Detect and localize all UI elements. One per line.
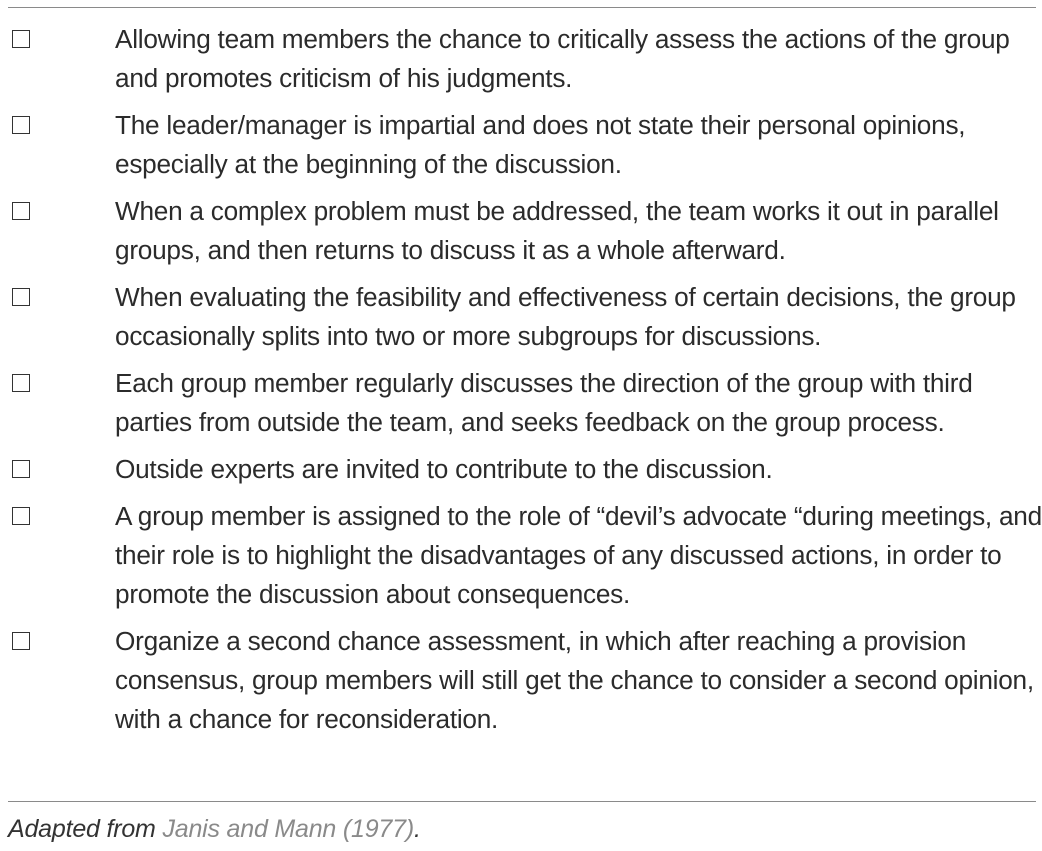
table-footnote	[8, 811, 421, 847]
checklist	[0, 20, 1042, 747]
footnote-prefix: Adapted from	[8, 815, 163, 843]
footnote-suffix: .	[413, 815, 421, 843]
list-item-text: Organize a second chance assessment, in which after reaching a provision consensus, group members will still get the chance to consider a second opinion, with a chance for reconsideration.	[115, 626, 1034, 734]
list-item	[0, 622, 1042, 739]
checkbox-icon[interactable]	[12, 116, 30, 134]
checkbox-icon[interactable]	[12, 632, 30, 650]
checkbox-icon[interactable]	[12, 288, 30, 306]
list-item-text: When evaluating the feasibility and effectiveness of certain decisions, the group occasionally splits into two or more subgroups for discussions.	[115, 282, 1016, 351]
checkbox-icon[interactable]	[12, 202, 30, 220]
table-bottom-rule	[8, 801, 1036, 802]
list-item	[0, 20, 1042, 98]
list-item-text: Outside experts are invited to contribute to the discussion.	[115, 454, 773, 484]
list-item	[0, 450, 1042, 489]
checkbox-icon[interactable]	[12, 460, 30, 478]
list-item	[0, 278, 1042, 356]
list-item	[0, 106, 1042, 184]
list-item	[0, 192, 1042, 270]
citation-link[interactable]: Janis and Mann (1977)	[162, 815, 414, 843]
table-top-rule	[8, 7, 1036, 8]
checkbox-icon[interactable]	[12, 30, 30, 48]
list-item-text: A group member is assigned to the role of “devil’s advocate “during meetings, and their role is to highlight the disadvantages of any discussed actions, in order to promote the discussion about consequences.	[115, 501, 1042, 609]
checkbox-icon[interactable]	[12, 507, 30, 525]
checkbox-icon[interactable]	[12, 374, 30, 392]
list-item-text: The leader/manager is impartial and does not state their personal opinions, especially at the beginning of the discussion.	[115, 110, 966, 179]
list-item-text: Each group member regularly discusses the direction of the group with third parties from outside the team, and seeks feedback on the group process.	[115, 368, 973, 437]
list-item-text: Allowing team members the chance to critically assess the actions of the group and promotes criticism of his judgments.	[115, 24, 1010, 93]
list-item-text: When a complex problem must be addressed, the team works it out in parallel groups, and then returns to discuss it as a whole afterward.	[115, 196, 999, 265]
list-item	[0, 497, 1042, 614]
list-item	[0, 364, 1042, 442]
